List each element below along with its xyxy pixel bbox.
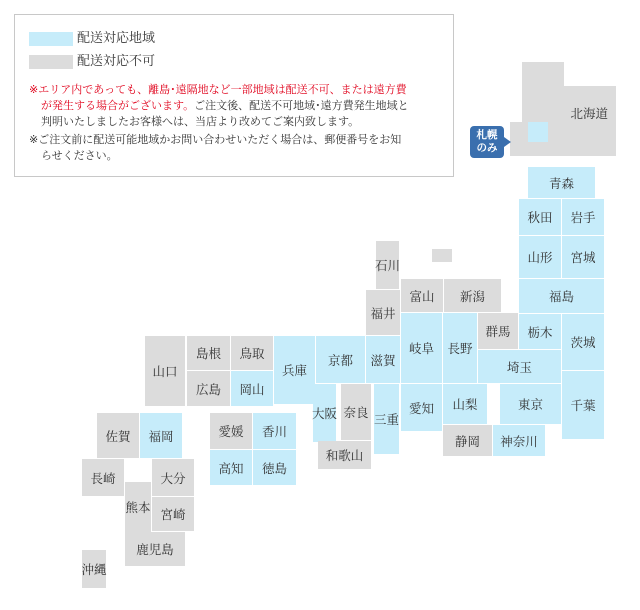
prefecture-shiga: 滋賀	[366, 336, 400, 383]
prefecture-kagoshima: 鹿児島	[125, 532, 185, 566]
prefecture-yamaguchi: 山口	[145, 336, 185, 406]
sapporo-area	[528, 122, 548, 142]
prefecture-chiba: 千葉	[562, 371, 604, 439]
prefecture-hyogo: 兵庫	[274, 336, 315, 404]
sapporo-only-badge: 札幌 のみ	[470, 126, 504, 158]
prefecture-fukui: 福井	[366, 290, 400, 335]
prefecture-aomori: 青森	[528, 167, 595, 198]
prefecture-fukuoka: 福岡	[140, 413, 182, 458]
prefecture-yamanashi: 山梨	[443, 384, 487, 424]
prefecture-toyama: 富山	[401, 279, 443, 312]
prefecture-ishikawa: 石川	[376, 241, 399, 289]
legend-unavailable-swatch	[29, 55, 73, 69]
prefecture-nagano: 長野	[443, 313, 477, 383]
prefecture-kochi: 高知	[210, 450, 252, 485]
prefecture-mie: 三重	[374, 384, 399, 454]
prefecture-kanagawa: 神奈川	[493, 425, 545, 456]
prefecture-kyoto: 京都	[316, 336, 365, 383]
prefecture-tokushima: 徳島	[253, 450, 296, 485]
prefecture-gifu: 岐阜	[401, 313, 442, 383]
legend-available-label: 配送対応地域	[77, 31, 156, 46]
prefecture-tottori: 鳥取	[231, 336, 273, 370]
prefecture-nara: 奈良	[341, 384, 371, 440]
prefecture-saga: 佐賀	[97, 413, 139, 458]
prefecture-shizuoka: 静岡	[443, 425, 492, 456]
note-2-line-2: らせください。	[41, 149, 118, 162]
prefecture-shimane: 島根	[187, 336, 230, 370]
prefecture-iwate: 岩手	[562, 199, 604, 235]
prefecture-kagawa: 香川	[253, 413, 296, 449]
note-1-line-2-rest: ご注文後、配送不可地域･遠方費発生地域と	[194, 99, 409, 112]
prefecture-oita: 大分	[152, 459, 194, 496]
note-1-line-3: 判明いたしましたお客様へは、当店より改めてご案内致します。	[41, 115, 360, 128]
legend-unavailable-label: 配送対応不可	[77, 54, 156, 69]
note-1-line-2	[41, 98, 409, 113]
prefecture-tochigi: 栃木	[519, 314, 561, 349]
prefecture-niigata: 新潟	[444, 279, 501, 312]
sapporo-pointer-arrow	[504, 137, 511, 147]
sado-island-shape	[432, 249, 452, 262]
note-2-line-1: ※ご注文前に配送可能地域かお問い合わせいただく場合は、郵便番号をお知	[29, 133, 402, 146]
prefecture-miyazaki: 宮崎	[152, 497, 194, 531]
prefecture-okayama: 岡山	[231, 371, 273, 406]
prefecture-gunma: 群馬	[478, 313, 518, 349]
prefecture-aichi: 愛知	[401, 384, 442, 431]
prefecture-kumamoto: 熊本	[125, 482, 151, 532]
prefecture-hokkaido: 北海道	[532, 86, 616, 156]
prefecture-okinawa: 沖縄	[82, 550, 106, 588]
prefecture-nagasaki: 長崎	[82, 459, 124, 496]
prefecture-saitama: 埼玉	[478, 350, 561, 383]
prefecture-osaka: 大阪	[313, 384, 336, 442]
prefecture-ehime: 愛媛	[210, 413, 252, 449]
prefecture-ibaraki: 茨城	[562, 314, 604, 370]
prefecture-wakayama: 和歌山	[318, 441, 371, 469]
prefecture-yamagata: 山形	[519, 236, 561, 278]
prefecture-fukushima: 福島	[519, 279, 604, 313]
legend	[14, 14, 454, 177]
note-1-line-2-red: が発生する場合がございます。	[41, 99, 195, 112]
legend-available-swatch	[29, 32, 73, 46]
note-1-line-1: ※エリア内であっても、離島･遠隔地など一部地域は配送不可、または遠方費	[29, 83, 407, 96]
prefecture-tokyo: 東京	[500, 384, 561, 424]
prefecture-hiroshima: 広島	[187, 371, 230, 406]
prefecture-miyagi: 宮城	[562, 236, 604, 278]
prefecture-akita: 秋田	[519, 199, 561, 235]
